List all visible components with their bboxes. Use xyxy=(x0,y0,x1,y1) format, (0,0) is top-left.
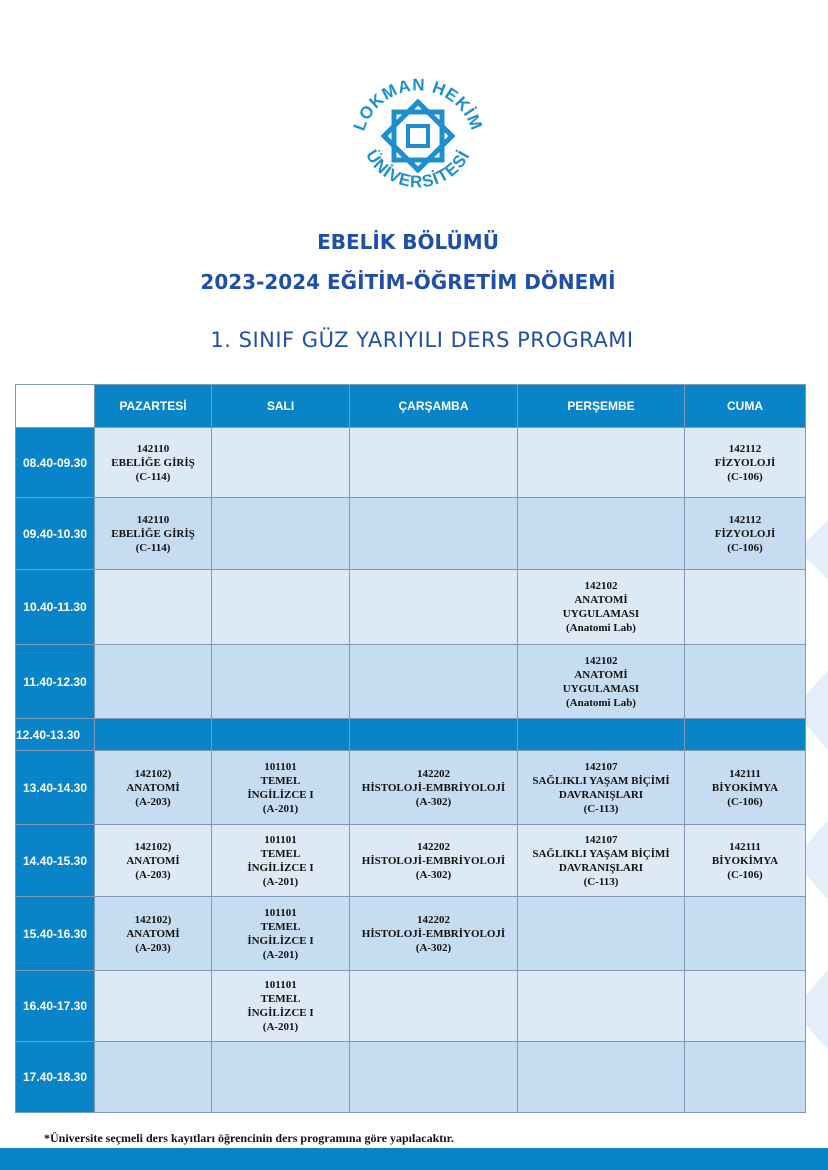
course-cell xyxy=(212,645,350,719)
course-cell xyxy=(518,719,685,751)
course-line: ANATOMİ xyxy=(574,668,628,681)
day-header: PAZARTESİ xyxy=(95,385,212,428)
course-line: TEMEL xyxy=(260,993,301,1005)
course-line: ANATOMİ xyxy=(574,594,628,606)
course-line: TEMEL xyxy=(260,774,301,787)
course-cell xyxy=(685,719,806,751)
course-cell xyxy=(212,971,350,1042)
course-line: (C-106) xyxy=(727,795,763,808)
day-header: CUMA xyxy=(685,385,806,428)
course-cell xyxy=(95,751,212,825)
logo-emblem-icon xyxy=(384,102,452,170)
course-line: 142110 xyxy=(136,442,170,455)
course-line: EBELİĞE GİRİŞ xyxy=(111,456,195,469)
course-line: 142202 xyxy=(417,840,450,853)
table-row xyxy=(16,498,806,570)
corner-cell xyxy=(16,385,95,428)
course-line: DAVRANIŞLARI xyxy=(558,788,644,801)
course-cell xyxy=(95,897,212,971)
time-slot: 17.40-18.30 xyxy=(16,1042,95,1113)
course-line: 142111 xyxy=(729,840,761,853)
day-header: SALI xyxy=(212,385,350,428)
course-line: HİSTOLOJİ-EMBRİYOLOJİ xyxy=(361,854,506,867)
schedule-table xyxy=(15,384,806,1113)
course-line: (A-201) xyxy=(262,1021,299,1033)
course-line: DAVRANIŞLARI xyxy=(558,861,644,874)
course-line: 142112 xyxy=(728,442,762,455)
course-cell xyxy=(685,570,806,645)
course-cell xyxy=(212,498,350,570)
course-cell xyxy=(518,1042,685,1113)
course-cell xyxy=(685,971,806,1042)
course-line: 142102) xyxy=(134,913,172,926)
course-line: (C-106) xyxy=(727,541,763,554)
university-logo xyxy=(343,58,493,208)
table-row xyxy=(16,1042,806,1113)
course-cell xyxy=(685,645,806,719)
course-cell xyxy=(95,428,212,498)
course-cell xyxy=(518,570,685,645)
course-line: ANATOMİ xyxy=(126,781,180,794)
course-line: 142202 xyxy=(417,767,450,780)
course-cell xyxy=(212,570,350,645)
course-line: 142112 xyxy=(728,513,762,526)
course-cell xyxy=(518,751,685,825)
course-line: (C-114) xyxy=(135,470,171,483)
course-line: (A-203) xyxy=(135,868,171,881)
department-title: EBELİK BÖLÜMÜ xyxy=(317,230,499,254)
table-row xyxy=(16,825,806,897)
course-line: İNGİLİZCE I xyxy=(247,788,314,801)
course-cell xyxy=(350,498,518,570)
course-line: FİZYOLOJİ xyxy=(714,456,776,469)
course-cell xyxy=(518,498,685,570)
course-line: 142102) xyxy=(134,767,172,780)
table-row xyxy=(16,719,806,751)
time-slot: 08.40-09.30 xyxy=(16,428,95,498)
course-line: 101101 xyxy=(264,833,297,846)
course-line: (Anatomi Lab) xyxy=(566,696,636,709)
course-line: (A-203) xyxy=(135,795,171,808)
course-line: UYGULAMASI xyxy=(562,682,640,695)
logo-top-text: LOKMAN HEKİM xyxy=(349,75,487,134)
table-row xyxy=(16,971,806,1042)
course-line: BİYOKİMYA xyxy=(711,781,779,794)
course-line: ANATOMİ xyxy=(126,927,180,940)
course-cell xyxy=(350,719,518,751)
course-line: EBELİĞE GİRİŞ xyxy=(111,527,195,540)
course-line: 101101 xyxy=(264,760,297,773)
course-line: (A-201) xyxy=(262,802,299,815)
course-line: 142102 xyxy=(584,580,618,592)
course-line: (C-114) xyxy=(135,541,171,554)
course-line: 142202 xyxy=(417,913,450,926)
course-cell xyxy=(212,719,350,751)
course-line: SAĞLIKLI YAŞAM BİÇİMİ xyxy=(532,774,670,787)
course-cell xyxy=(685,825,806,897)
course-line: HİSTOLOJİ-EMBRİYOLOJİ xyxy=(361,927,506,940)
course-line: (A-302) xyxy=(415,868,452,881)
course-cell xyxy=(518,428,685,498)
time-slot: 16.40-17.30 xyxy=(16,971,95,1042)
course-line: ANATOMİ xyxy=(126,854,180,867)
table-row xyxy=(16,645,806,719)
course-cell xyxy=(350,751,518,825)
table-row xyxy=(16,428,806,498)
course-cell xyxy=(95,498,212,570)
course-cell xyxy=(685,1042,806,1113)
course-cell xyxy=(518,825,685,897)
course-cell xyxy=(350,897,518,971)
course-line: İNGİLİZCE I xyxy=(247,1007,314,1019)
program-title: 1. SINIF GÜZ YARIYILI DERS PROGRAMI xyxy=(210,328,634,352)
course-cell xyxy=(212,1042,350,1113)
course-line: SAĞLIKLI YAŞAM BİÇİMİ xyxy=(532,847,670,860)
course-cell xyxy=(518,897,685,971)
course-cell xyxy=(518,645,685,719)
day-header: ÇARŞAMBA xyxy=(350,385,518,428)
course-cell xyxy=(95,719,212,751)
time-slot: 11.40-12.30 xyxy=(16,645,95,719)
header-row xyxy=(16,385,806,428)
course-line: (A-203) xyxy=(135,941,171,954)
course-cell xyxy=(685,428,806,498)
course-line: 142110 xyxy=(136,513,170,526)
table-row xyxy=(16,897,806,971)
logo-bottom-text: ÜNİVERSİTESİ xyxy=(361,146,474,192)
course-cell xyxy=(212,897,350,971)
course-line: İNGİLİZCE I xyxy=(247,934,314,947)
course-line: HİSTOLOJİ-EMBRİYOLOJİ xyxy=(361,781,506,794)
course-cell xyxy=(350,1042,518,1113)
course-line: 101101 xyxy=(264,906,297,919)
course-cell xyxy=(350,825,518,897)
course-cell xyxy=(350,645,518,719)
course-line: 142102) xyxy=(134,840,172,853)
course-line: TEMEL xyxy=(260,847,301,860)
day-header: PERŞEMBE xyxy=(518,385,685,428)
footnote: *Üniversite seçmeli ders kayıtları öğrencinin ders programına göre yapılacaktır. xyxy=(44,1131,454,1145)
course-line: FİZYOLOJİ xyxy=(714,527,776,540)
time-slot: 15.40-16.30 xyxy=(16,897,95,971)
course-line: (C-106) xyxy=(727,868,763,881)
course-cell xyxy=(685,751,806,825)
course-line: (A-302) xyxy=(415,941,452,954)
course-cell xyxy=(95,1042,212,1113)
course-cell xyxy=(212,751,350,825)
course-line: İNGİLİZCE I xyxy=(247,861,314,874)
period-title: 2023-2024 EĞİTİM-ÖĞRETİM DÖNEMİ xyxy=(200,270,616,294)
bottom-bar xyxy=(0,1148,828,1170)
course-line: BİYOKİMYA xyxy=(711,854,779,867)
time-slot: 14.40-15.30 xyxy=(16,825,95,897)
course-cell xyxy=(518,971,685,1042)
course-cell xyxy=(685,897,806,971)
course-cell xyxy=(95,570,212,645)
time-slot: 12.40-13.30 xyxy=(16,719,95,751)
time-slot: 10.40-11.30 xyxy=(16,570,95,645)
course-line: TEMEL xyxy=(260,920,301,933)
course-line: (A-302) xyxy=(415,795,452,808)
course-line: (C-113) xyxy=(583,802,619,815)
time-slot: 09.40-10.30 xyxy=(16,498,95,570)
course-cell xyxy=(685,498,806,570)
course-line: 142111 xyxy=(729,767,761,780)
course-line: (C-106) xyxy=(727,470,763,483)
course-line: (A-201) xyxy=(262,948,299,961)
course-line: 142107 xyxy=(584,833,618,846)
table-row xyxy=(16,751,806,825)
course-line: 101101 xyxy=(264,979,297,991)
course-line: (C-113) xyxy=(583,875,619,888)
course-cell xyxy=(212,825,350,897)
course-cell xyxy=(212,428,350,498)
course-line: 142107 xyxy=(584,760,618,773)
course-cell xyxy=(95,825,212,897)
course-cell xyxy=(350,971,518,1042)
course-cell xyxy=(95,645,212,719)
time-slot: 13.40-14.30 xyxy=(16,751,95,825)
course-line: (A-201) xyxy=(262,875,299,888)
course-line: (Anatomi Lab) xyxy=(566,622,636,634)
course-line: UYGULAMASI xyxy=(562,608,640,620)
course-line: 142102 xyxy=(584,654,618,667)
course-cell xyxy=(95,971,212,1042)
course-cell xyxy=(350,428,518,498)
course-cell xyxy=(350,570,518,645)
table-row xyxy=(16,570,806,645)
